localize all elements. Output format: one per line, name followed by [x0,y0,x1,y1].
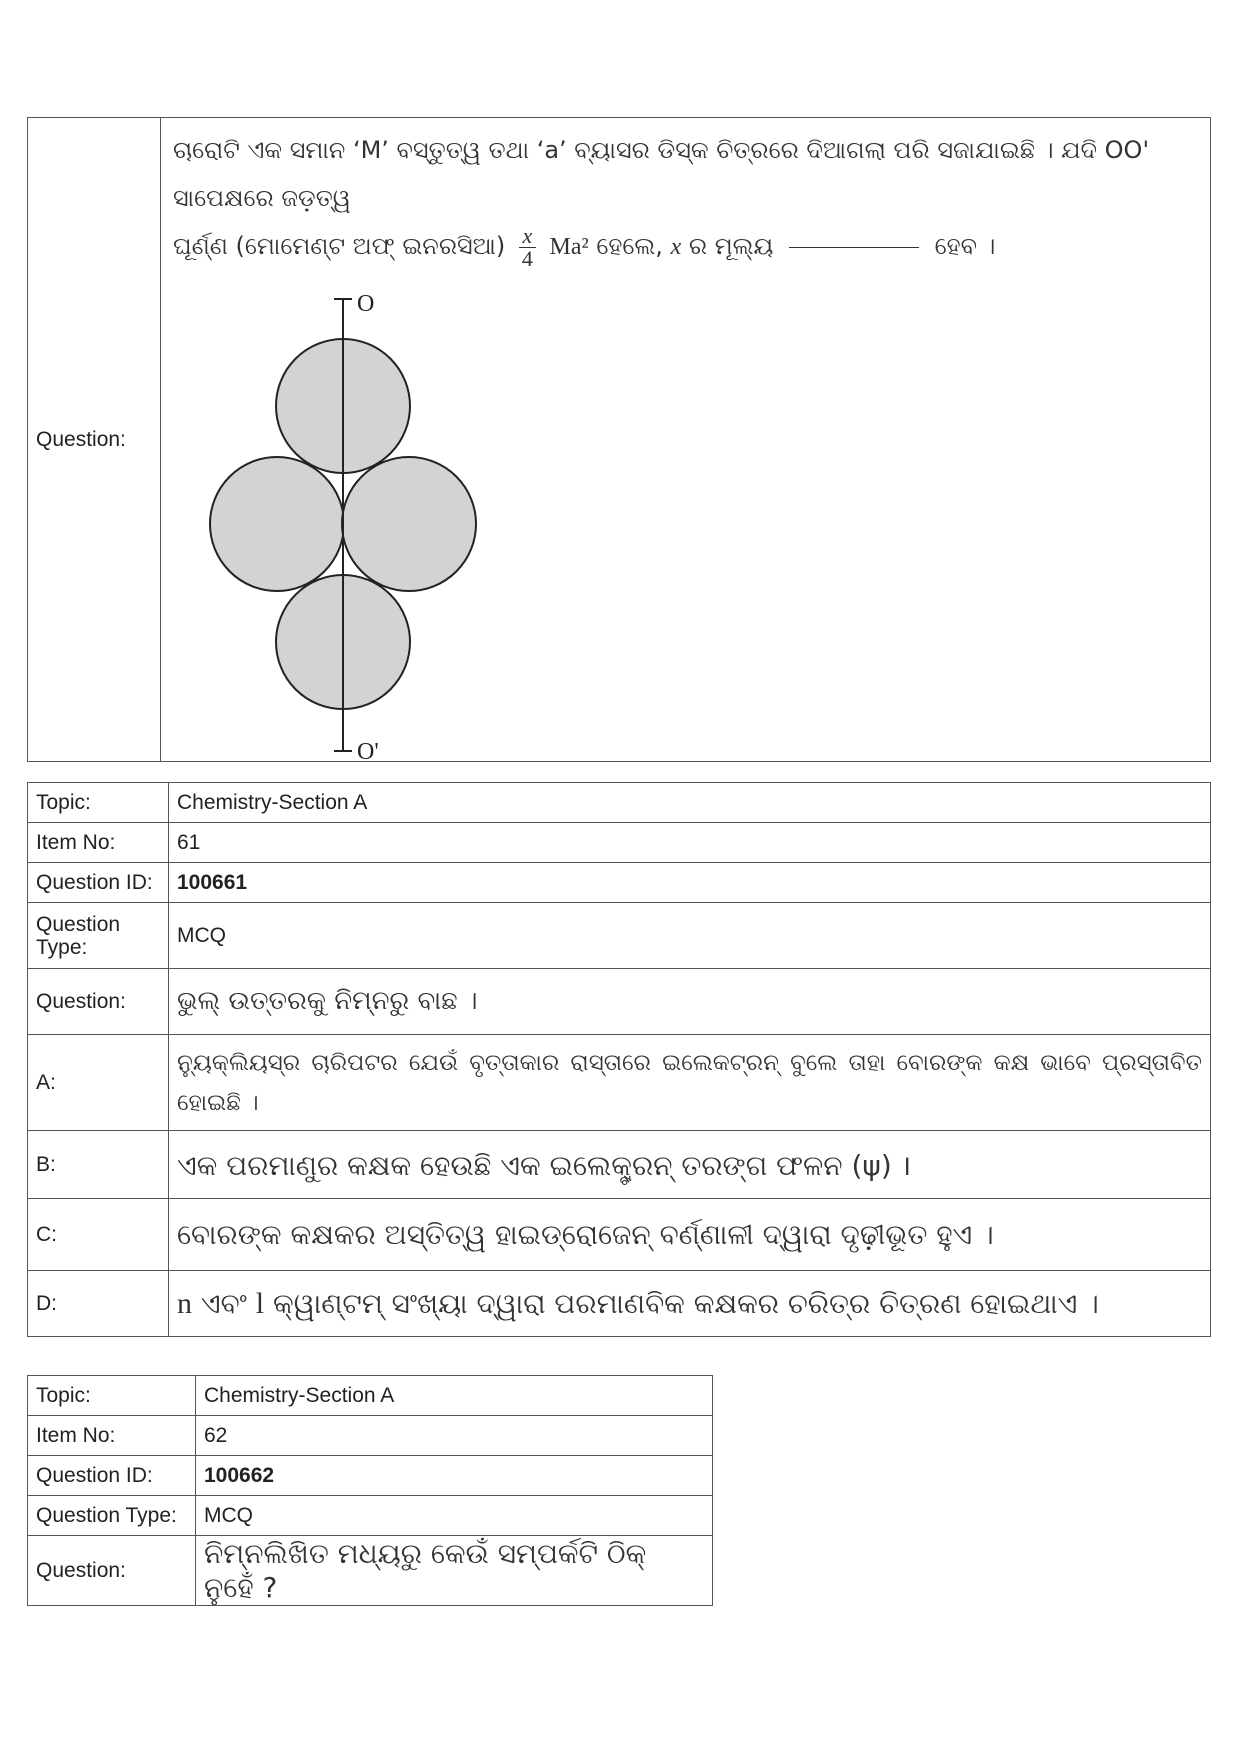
question-block-61 [27,782,1211,1337]
topic-row [28,1376,713,1416]
qtype-row [28,903,1211,969]
question-block-62 [27,1375,713,1606]
question-value: ନିମ୍ନଲିଖିତ ମଧ୍ୟରୁ କେଉଁ ସମ୍ପର୍କଟି ଠିକ୍ ନୁହେଁ ? [196,1536,713,1606]
quantum-n: n [177,1286,192,1320]
fraction-numerator: x [519,225,536,248]
item-value: 62 [196,1416,713,1456]
option-d-text: କ୍ୱାଣ୍ଟମ୍ ସଂଖ୍ୟା ଦ୍ୱାରା ପରମାଣବିକ କକ୍ଷକର ଚରିତ୍ର ଚିତ୍ରଣ ହୋଇଥାଏ । [273,1286,1099,1320]
item-value: 61 [169,823,1211,863]
question-label: Question: [28,1536,196,1606]
qid-row [28,1456,713,1496]
item-label: Item No: [28,1416,196,1456]
qid-row [28,863,1211,903]
qid-value [196,1456,713,1496]
disc-right [342,457,476,591]
qtype-value: MCQ [196,1496,713,1536]
answer-blank [789,246,919,248]
option-a-text: ନ୍ୟୁକ୍ଲିୟସ୍‌ର ଚାରିପଟର ଯେଉଁ ବୃତ୍ତାକାର ରାସ୍ତାରେ ଇଲେକଟ୍ରନ୍ ବୁଲେ ତାହା ବୋରଙ୍କ କକ୍ଷ ଭାବେ ପ୍ରସ୍ତାବିତ ହୋଇଛି । [169,1035,1211,1131]
option-b-label: B: [28,1131,169,1199]
question-cell [161,118,1211,762]
option-c-text: ବୋରଙ୍କ କକ୍ଷକର ଅସ୍ତିତ୍ୱ ହାଇଡ୍ରୋଜେନ୍ ବର୍ଣ୍ଣାଳୀ ଦ୍ୱାରା ଦୃଢ଼ୀଭୂତ ହୁଏ । [169,1199,1211,1271]
topic-value: Chemistry-Section A [169,783,1211,823]
axis-label-o: O [357,291,375,317]
qtype-label: Question Type: [28,903,169,969]
qtype-value: MCQ [169,903,1211,969]
question-text-line1: ଚାରୋଟି ଏକ ସମାନ ‘M’ ବସ୍ତୁତ୍ୱ ତଥା ‘a’ ବ୍ୟାସର ଡିସ୍କ ଚିତ୍ରରେ ଦିଆଗଲା ପରି ସଜାଯାଇଛି । ଯଦି OO' ସାପେକ୍ଷରେ ଜଡ଼ତ୍ୱ [173,136,1150,212]
fraction-x-over-4 [519,222,536,271]
qtype-row [28,1496,713,1536]
question-text-part5: ହେବ । [934,232,996,260]
option-b-text: ଏକ ପରମାଣୁର କକ୍ଷକ ହେଉଛି ଏକ ଇଲେକ୍ଟ୍ରନ୍ ତରଙ୍ଗ ଫଳନ (ψ) । [169,1131,1211,1199]
item-row [28,1416,713,1456]
qid-value [169,863,1211,903]
qid-label: Question ID: [28,1456,196,1496]
topic-label: Topic: [28,783,169,823]
quantum-l: l [255,1286,265,1320]
option-d-and: ଏବଂ [200,1286,247,1320]
item-label: Item No: [28,823,169,863]
option-b-row [28,1131,1211,1199]
qid-label: Question ID: [28,863,169,903]
option-c-label: C: [28,1199,169,1271]
qtype-label: Question Type: [28,1496,196,1536]
qid-value-bold: 100662 [204,1463,275,1487]
question-text-part4: ର ମୂଲ୍ୟ [688,232,774,260]
option-d-cell [169,1271,1211,1337]
question-label: Question: [28,118,161,762]
question-value: ଭୁଲ୍ ଉତ୍ତରକୁ ନିମ୍ନରୁ ବାଛ । [169,969,1211,1035]
option-a-label: A: [28,1035,169,1131]
expression-ma2: Ma² [549,234,589,260]
question-row [28,1536,713,1606]
topic-row [28,783,1211,823]
topic-value: Chemistry-Section A [196,1376,713,1416]
option-d-label: D: [28,1271,169,1337]
question-text-part2: ଘୂର୍ଣ୍ଣ (ମୋମେଣ୍ଟ ଅଫ୍ ଇନରସିଆ) [173,232,506,260]
disc-figure [197,281,497,761]
fraction-denominator: 4 [521,245,533,271]
option-d-row [28,1271,1211,1337]
question-label: Question: [28,969,169,1035]
question-row [28,969,1211,1035]
variable-x: x [670,234,682,260]
question-text [173,118,1202,271]
option-c-row [28,1199,1211,1271]
question-block-60 [27,117,1211,762]
item-row [28,823,1211,863]
axis-label-o-prime: O' [357,739,379,761]
question-text-part3: ହେଲେ, [596,232,663,260]
option-a-row [28,1035,1211,1131]
disc-left [210,457,344,591]
topic-label: Topic: [28,1376,196,1416]
qid-value-bold: 100661 [177,870,248,894]
